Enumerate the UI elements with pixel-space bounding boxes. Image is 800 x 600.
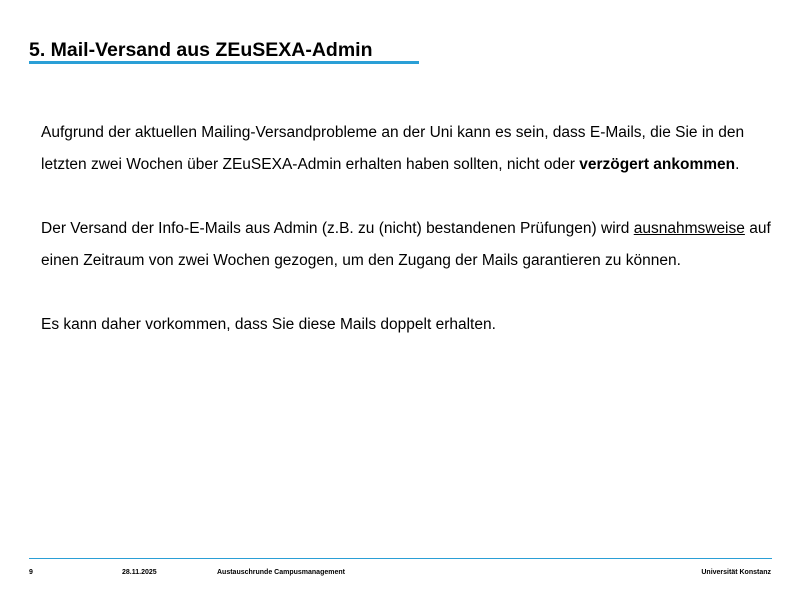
- footer-organization: Universität Konstanz: [701, 569, 771, 576]
- paragraph-1-text-b: .: [735, 156, 740, 173]
- paragraph-mailing-problems: [41, 117, 771, 181]
- paragraph-duplicate-mails: Es kann daher vorkommen, dass Sie diese Mails doppelt erhalten.: [41, 316, 496, 333]
- paragraph-info-mails: [41, 213, 771, 277]
- paragraph-gap: [41, 181, 771, 213]
- paragraph-gap: [41, 277, 771, 309]
- footer-rule: [29, 558, 772, 559]
- footer-page-number: 9: [29, 569, 33, 576]
- slide-body: [41, 117, 771, 341]
- paragraph-1-text-a: Aufgrund der aktuellen Mailing-Versandprobleme an der Uni kann es sein, dass E-Mails, die Sie in den letzten zwei Wochen über ZEuSEXA-Admin erhalten haben sollten, nicht oder: [41, 124, 745, 173]
- footer-date: 28.11.2025: [122, 569, 157, 576]
- footer-event: Austauschrunde Campusmanagement: [217, 569, 345, 576]
- paragraph-2-text-a: Der Versand der Info-E-Mails aus Admin (z.B. zu (nicht) bestandenen Prüfungen) wird: [41, 220, 634, 237]
- slide-title: 5. Mail-Versand aus ZEuSEXA-Admin: [29, 39, 373, 61]
- title-underline: [29, 61, 419, 64]
- paragraph-2-text-b: auf einen Zeitraum von zwei Wochen gezogen, um den Zugang der Mails garantieren zu können.: [41, 220, 771, 269]
- paragraph-2-underlined: ausnahmsweise: [633, 220, 745, 237]
- paragraph-1-bold: verzögert ankommen: [579, 156, 736, 173]
